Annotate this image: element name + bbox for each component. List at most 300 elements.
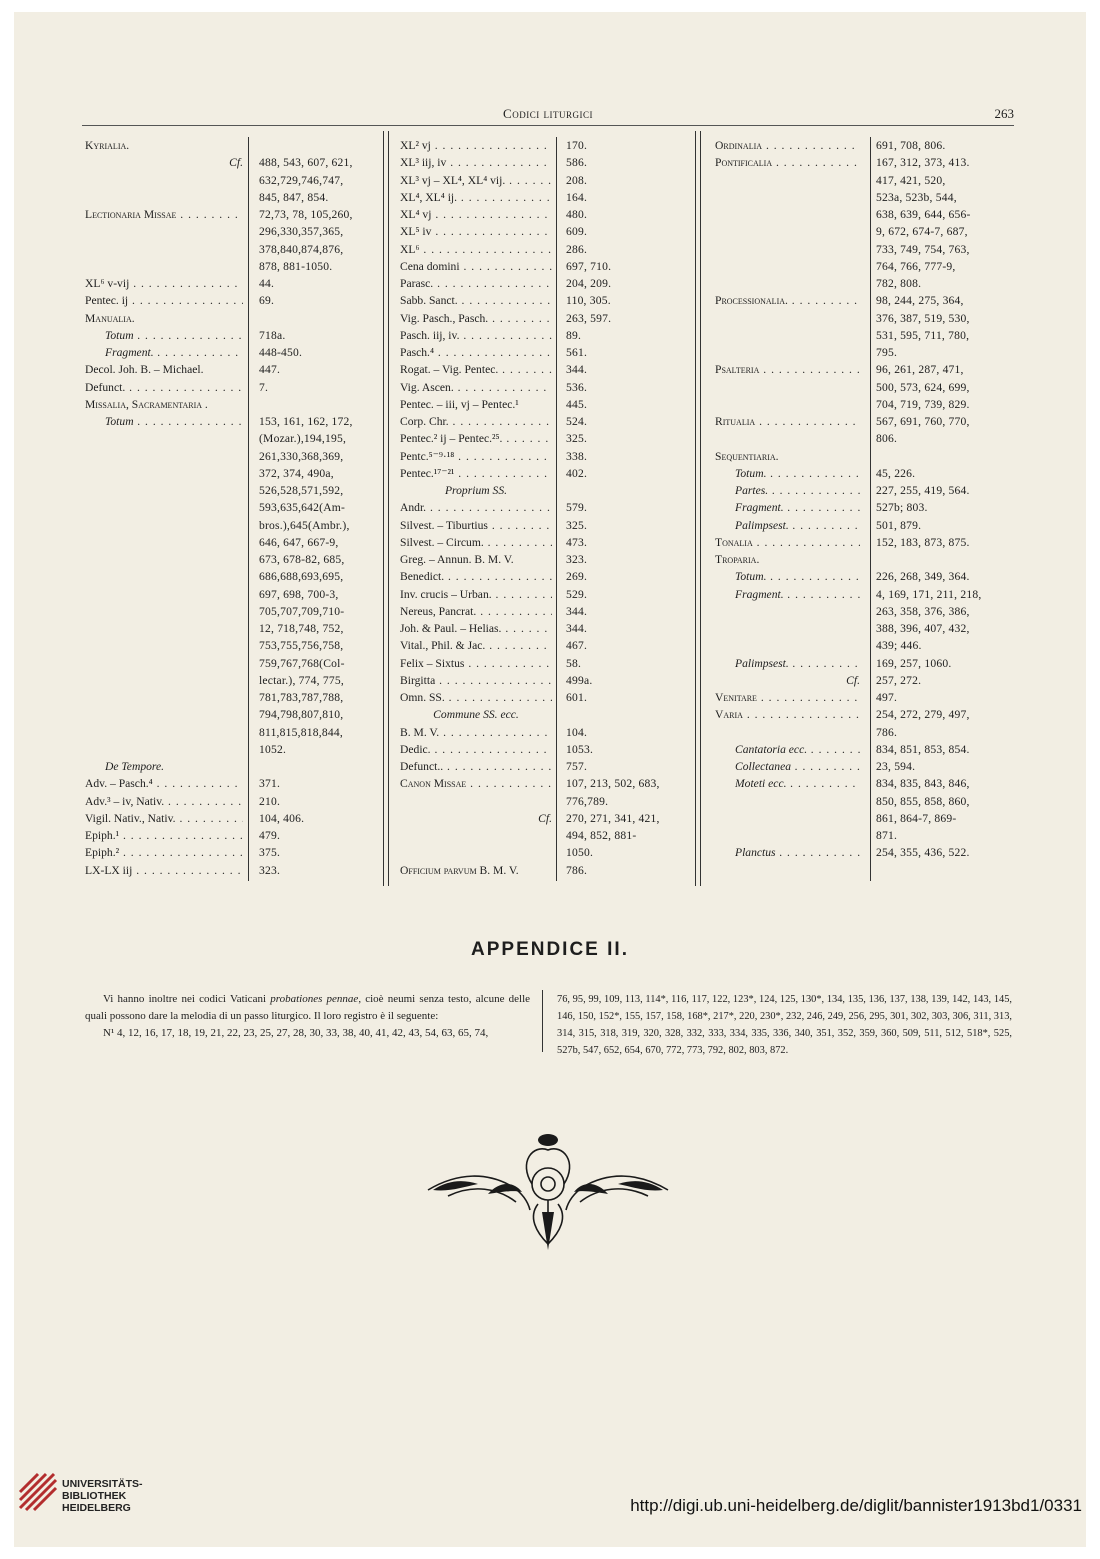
entry-label: Silvest. – Tiburtius . . . xyxy=(400,517,552,534)
entry-references: 704, 719, 739, 829. xyxy=(876,397,970,411)
index-entry xyxy=(85,310,385,327)
entry-label: Palimpsest. . . . xyxy=(735,655,860,672)
entry-references: 691, 708, 806. xyxy=(876,139,946,152)
entry-references: 110, 305. xyxy=(566,294,611,308)
entry-references: 227, 255, 419, 564. xyxy=(876,484,970,497)
entry-label: Fragment. . . . xyxy=(735,499,860,516)
entry-references: 372, 374, 490a, xyxy=(259,466,334,480)
index-entry xyxy=(400,844,700,861)
entry-references: 794,798,807,810, xyxy=(259,708,344,722)
entry-references: 98, 244, 275, 364, xyxy=(876,294,964,308)
index-entry xyxy=(85,379,385,396)
entry-references: 632,729,746,747, xyxy=(259,173,344,187)
index-entry xyxy=(715,465,1015,482)
entry-label: Fragment. . . . xyxy=(735,586,860,603)
entry-references: 325. xyxy=(566,432,588,446)
index-entry xyxy=(715,379,1015,396)
index-entry xyxy=(400,310,700,327)
index-entry xyxy=(85,241,385,258)
entry-references: 1052. xyxy=(259,742,287,756)
entry-references: 325. xyxy=(566,518,588,532)
entry-label: Decol. Joh. B. – Michael. xyxy=(85,363,204,377)
entry-references: 764, 766, 777-9, xyxy=(876,259,956,273)
column-rule xyxy=(542,990,543,1052)
index-entry xyxy=(85,499,385,516)
index-entry xyxy=(400,223,700,240)
entry-label: XL⁴ vj . . . xyxy=(400,206,552,223)
entry-label: Moteti ecc. . . . xyxy=(735,775,860,792)
entry-label: Totum . . . xyxy=(105,413,243,430)
entry-references: 871. xyxy=(876,829,898,842)
entry-references: (Mozar.),194,195, xyxy=(259,432,347,446)
entry-references: 4, 169, 171, 211, 218, xyxy=(876,587,982,601)
entry-label: XL³ iij, iv . . . xyxy=(400,154,552,171)
index-entry xyxy=(400,413,700,430)
index-entry xyxy=(400,172,700,189)
entry-label: Totum. . . . xyxy=(735,568,860,585)
entry-references: 375. xyxy=(259,846,281,860)
index-entry xyxy=(400,154,700,171)
index-entry xyxy=(400,361,700,378)
index-entry xyxy=(715,258,1015,275)
entry-label: Cantatoria ecc. . . . xyxy=(735,741,860,758)
index-entry xyxy=(85,827,385,844)
index-entry xyxy=(715,637,1015,654)
entry-references: 561. xyxy=(566,346,588,359)
entry-references: 104, 406. xyxy=(259,811,305,825)
index-entry xyxy=(715,223,1015,240)
entry-references: 834, 851, 853, 854. xyxy=(876,742,970,756)
index-entry xyxy=(715,241,1015,258)
index-entry xyxy=(400,775,700,792)
entry-label: Epiph.¹ . . . xyxy=(85,827,243,844)
entry-references: 529. xyxy=(566,587,588,601)
entry-references: 96, 261, 287, 471, xyxy=(876,363,964,377)
index-entry xyxy=(85,344,385,361)
index-entry xyxy=(85,465,385,482)
index-entry xyxy=(715,775,1015,792)
index-entry xyxy=(715,189,1015,206)
entry-references: 795. xyxy=(876,346,898,359)
index-entry xyxy=(715,499,1015,516)
entry-references: 609. xyxy=(566,225,588,239)
index-entry xyxy=(715,620,1015,637)
entry-references: 638, 639, 644, 656- xyxy=(876,208,971,221)
entry-references: 500, 573, 624, 699, xyxy=(876,380,970,394)
index-entry xyxy=(400,275,700,292)
index-entry xyxy=(85,517,385,534)
entry-references: 757. xyxy=(566,760,588,773)
index-entry xyxy=(715,396,1015,413)
entry-references: 344. xyxy=(566,604,588,618)
index-entry xyxy=(85,396,385,413)
index-entry xyxy=(715,758,1015,775)
entry-references: 170. xyxy=(566,139,588,152)
index-entry xyxy=(715,810,1015,827)
index-entry xyxy=(400,827,700,844)
index-entry xyxy=(715,827,1015,844)
index-entry xyxy=(715,361,1015,378)
index-entry xyxy=(85,689,385,706)
entry-label: XL⁴, XL⁴ ij. . . . xyxy=(400,189,552,206)
index-entry xyxy=(400,689,700,706)
index-entry xyxy=(715,327,1015,344)
index-entry xyxy=(400,430,700,447)
index-entry xyxy=(85,672,385,689)
entry-references: 776,789. xyxy=(566,794,609,808)
index-entry xyxy=(85,154,385,171)
library-name-line: BIBLIOTHEK xyxy=(62,1490,127,1502)
index-entry xyxy=(715,586,1015,603)
entry-label: Lectionaria Missae . . . xyxy=(85,206,243,223)
running-head xyxy=(82,103,1014,126)
index-entry xyxy=(400,551,700,568)
entry-references: 208. xyxy=(566,173,588,187)
entry-references: 686,688,693,695, xyxy=(259,570,344,584)
index-entry xyxy=(715,706,1015,723)
entry-references: 494, 852, 881- xyxy=(566,829,637,842)
index-entry xyxy=(85,637,385,654)
entry-references: 152, 183, 873, 875. xyxy=(876,535,970,549)
entry-references: 226, 268, 349, 364. xyxy=(876,570,970,584)
ornament-icon xyxy=(418,1132,678,1252)
entry-references: 579. xyxy=(566,501,588,515)
entry-references: 697, 698, 700-3, xyxy=(259,587,339,601)
entry-references: 786. xyxy=(566,863,588,877)
index-entry xyxy=(85,793,385,810)
index-entry xyxy=(85,223,385,240)
entry-references: 23, 594. xyxy=(876,760,916,773)
entry-references: 473. xyxy=(566,535,588,549)
entry-references: 445. xyxy=(566,397,588,411)
entry-references: 1050. xyxy=(566,846,594,860)
index-entry xyxy=(400,292,700,309)
index-entry xyxy=(715,672,1015,689)
entry-references: 531, 595, 711, 780, xyxy=(876,328,970,342)
entry-references: 782, 808. xyxy=(876,277,922,290)
entry-label: Partes. . . . xyxy=(735,482,860,499)
entry-label: Adv. – Pasch.⁴ . . . xyxy=(85,775,243,792)
index-entry xyxy=(715,689,1015,706)
index-entry xyxy=(715,172,1015,189)
entry-label: Pentec.¹⁷⁻²¹ . . . xyxy=(400,465,552,482)
index-entry xyxy=(400,241,700,258)
index-entry xyxy=(85,551,385,568)
entry-label: Pasch.⁴ . . . xyxy=(400,344,552,361)
entry-label: Pentec.² ij – Pentec.²⁵. . . . xyxy=(400,430,552,447)
entry-references: 488, 543, 607, 621, xyxy=(259,156,353,170)
entry-label: Officium parvum B. M. V. xyxy=(400,863,519,877)
entry-references: 567, 691, 760, 770, xyxy=(876,415,970,428)
entry-references: 781,783,787,788, xyxy=(259,691,344,704)
entry-label: Pentc.⁵⁻⁹·¹⁸ . . . xyxy=(400,448,552,465)
entry-label: XL³ vj – XL⁴, XL⁴ vij. . . . xyxy=(400,172,552,189)
entry-label: Pontificalia . . . xyxy=(715,154,860,171)
appendix-intro xyxy=(85,991,530,1042)
index-entry xyxy=(400,327,700,344)
index-entry xyxy=(85,413,385,430)
index-column-middle xyxy=(400,137,700,879)
index-entry xyxy=(400,448,700,465)
entry-label: Vig. Ascen. . . . xyxy=(400,379,552,396)
entry-references: 254, 272, 279, 497, xyxy=(876,708,970,722)
entry-label: Corp. Chr. . . . xyxy=(400,413,552,430)
entry-label: Nereus, Pancrat. . . . xyxy=(400,603,552,620)
entry-references: 344. xyxy=(566,363,588,377)
entry-references: 378,840,874,876, xyxy=(259,242,344,256)
entry-label: Greg. – Annun. B. M. V. xyxy=(400,553,514,566)
index-entry xyxy=(400,482,700,499)
entry-references: 811,815,818,844, xyxy=(259,725,343,739)
entry-references: 673, 678-82, 685, xyxy=(259,553,345,566)
entry-references: 210. xyxy=(259,794,281,808)
index-entry xyxy=(400,672,700,689)
entry-references: 204, 209. xyxy=(566,277,612,290)
entry-references: 593,635,642(Am- xyxy=(259,501,346,515)
index-entry xyxy=(85,534,385,551)
entry-label: Fragment. . . . xyxy=(105,344,243,361)
library-name xyxy=(62,1478,143,1514)
entry-label: Cena domini . . . xyxy=(400,258,552,275)
index-entry xyxy=(715,344,1015,361)
entry-references: 104. xyxy=(566,725,588,739)
entry-references: 759,767,768(Col- xyxy=(259,656,345,670)
index-entry xyxy=(85,448,385,465)
index-entry xyxy=(715,517,1015,534)
index-entry xyxy=(715,724,1015,741)
entry-references: 536. xyxy=(566,380,588,394)
entry-label: Birgitta . . . xyxy=(400,672,552,689)
entry-references: 527b; 803. xyxy=(876,501,928,515)
index-entry xyxy=(400,724,700,741)
entry-references: 89. xyxy=(566,328,582,342)
entry-label: Ritualia . . . xyxy=(715,413,860,430)
entry-label: XL⁵ iv . . . xyxy=(400,223,552,240)
index-entry xyxy=(715,793,1015,810)
index-entry xyxy=(85,172,385,189)
index-column-right xyxy=(715,137,1015,862)
appendix-intro-text: Vi hanno inoltre nei codici Vaticani probationes pennae, cioè neumi senza testo, alcune delle quali possono dare la melodia di un passo liturgico. Il loro registro è il seguente: xyxy=(85,993,531,1022)
entry-references: 586. xyxy=(566,156,588,170)
entry-label: Cf. xyxy=(538,811,552,825)
entry-label: Tonalia . . . xyxy=(715,534,860,551)
index-entry xyxy=(85,189,385,206)
entry-references: 323. xyxy=(259,863,281,877)
entry-references: 107, 213, 502, 683, xyxy=(566,777,660,791)
index-entry xyxy=(715,844,1015,861)
latin-term: probationes pennae xyxy=(270,993,359,1005)
entry-references: 845, 847, 854. xyxy=(259,190,329,204)
entry-label: Palimpsest. . . . xyxy=(735,517,860,534)
entry-references: bros.),645(Ambr.), xyxy=(259,518,350,532)
index-entry xyxy=(85,775,385,792)
entry-label: Missalia, Sacramentaria . xyxy=(85,397,208,411)
entry-label: Manualia. xyxy=(85,311,135,325)
entry-references: 12, 718,748, 752, xyxy=(259,622,344,635)
index-column-left xyxy=(85,137,385,879)
entry-label: Totum . . . xyxy=(105,327,243,344)
index-entry xyxy=(715,310,1015,327)
entry-references: 72,73, 78, 105,260, xyxy=(259,208,353,221)
index-entry xyxy=(400,189,700,206)
entry-references: 439; 446. xyxy=(876,639,922,653)
entry-label: Defunct.. . . . xyxy=(400,758,552,775)
index-entry xyxy=(85,810,385,827)
entry-label: Omn. SS. . . . xyxy=(400,689,552,706)
entry-references: 263, 358, 376, 386, xyxy=(876,604,970,618)
entry-references: 499a. xyxy=(566,673,593,687)
entry-label: Sequentiaria. xyxy=(715,449,779,463)
entry-references: 733, 749, 754, 763, xyxy=(876,242,970,256)
entry-label: Venitare . . . xyxy=(715,689,860,706)
entry-label: Inv. crucis – Urban. . . . xyxy=(400,586,552,603)
entry-references: 447. xyxy=(259,363,281,377)
entry-references: 164. xyxy=(566,190,588,204)
index-entry xyxy=(85,758,385,775)
index-entry xyxy=(715,154,1015,171)
entry-references: 269. xyxy=(566,570,588,584)
index-entry xyxy=(85,741,385,758)
index-entry xyxy=(400,862,700,879)
appendix-title: APPENDICE II. xyxy=(471,939,629,960)
entry-references: 523a, 523b, 544, xyxy=(876,190,957,204)
entry-references: 850, 855, 858, 860, xyxy=(876,794,970,808)
index-entry xyxy=(400,206,700,223)
index-entry xyxy=(85,137,385,154)
library-name-line: HEIDELBERG xyxy=(62,1502,131,1514)
entry-label: B. M. V. . . . xyxy=(400,724,552,741)
entry-label: XL² vj . . . xyxy=(400,137,552,154)
index-entry xyxy=(85,568,385,585)
entry-label: Defunct. . . . xyxy=(85,379,243,396)
entry-label: Cf. xyxy=(229,156,243,170)
entry-references: 376, 387, 519, 530, xyxy=(876,311,970,325)
entry-references: 169, 257, 1060. xyxy=(876,656,952,670)
index-entry xyxy=(400,137,700,154)
index-entry xyxy=(400,741,700,758)
index-entry xyxy=(715,482,1015,499)
entry-references: 861, 864-7, 869- xyxy=(876,811,957,825)
index-entry xyxy=(400,655,700,672)
entry-label: Joh. & Paul. – Helias. . . . xyxy=(400,620,552,637)
appendix-number-list-start: N¹ 4, 12, 16, 17, 18, 19, 21, 22, 23, 25, 27, 28, 30, 33, 38, 40, 41, 42, 43, 54, 63, 65, 74, xyxy=(103,1027,489,1039)
entry-references: 878, 881-1050. xyxy=(259,259,333,273)
entry-references: 167, 312, 373, 413. xyxy=(876,156,970,170)
source-url[interactable]: http://digi.ub.uni-heidelberg.de/diglit/bannister1913bd1/0331 xyxy=(630,1496,1082,1515)
entry-label: Dedic. . . . xyxy=(400,741,552,758)
index-entry xyxy=(85,327,385,344)
index-entry xyxy=(400,344,700,361)
entry-references: 501, 879. xyxy=(876,518,922,532)
index-entry xyxy=(400,499,700,516)
entry-references: 286. xyxy=(566,242,588,256)
entry-label: Felix – Sixtus . . . xyxy=(400,655,552,672)
entry-label: Proprium SS. xyxy=(444,484,508,497)
entry-label: Planctus . . . xyxy=(735,844,860,861)
entry-references: 417, 421, 520, xyxy=(876,173,946,187)
entry-label: Psalteria . . . xyxy=(715,361,860,378)
appendix-number-list: 76, 95, 99, 109, 113, 114*, 116, 117, 122, 123*, 124, 125, 130*, 134, 135, 136, 137, 138, 139, 142, 143, 145, 146, 150, 152*, 155, 157, 158, 168*, 217*, 220, 230*, 232, 246, 249, 256, 295, 301, 302, 303, 306, 311, 313, 314, 315, 318, 319, 320, 328, 332, 333, 334, 335, 336, 340, 351, 352, 359, 360, 509, 511, 512, 518*, 525, 527b, 547, 652, 654, 670, 772, 773, 792, 802, 803, 872. xyxy=(557,994,1012,1056)
index-entry xyxy=(400,620,700,637)
index-entry xyxy=(85,206,385,223)
entry-label: Sabb. Sanct. . . . xyxy=(400,292,552,309)
entry-label: Pasch. iij, iv. . . . xyxy=(400,327,552,344)
entry-references: lectar.), 774, 775, xyxy=(259,673,344,687)
entry-references: 646, 647, 667-9, xyxy=(259,535,339,549)
entry-references: 7. xyxy=(259,380,269,394)
entry-references: 786. xyxy=(876,725,898,739)
entry-references: 467. xyxy=(566,639,588,653)
index-entry xyxy=(400,706,700,723)
entry-references: 270, 271, 341, 421, xyxy=(566,811,660,825)
entry-label: Cf. xyxy=(846,673,860,687)
entry-references: 296,330,357,365, xyxy=(259,225,344,239)
index-entry xyxy=(400,586,700,603)
index-entry xyxy=(400,258,700,275)
entry-label: Silvest. – Circum. . . . xyxy=(400,534,552,551)
index-entry xyxy=(85,258,385,275)
index-entry xyxy=(400,758,700,775)
index-entry xyxy=(85,586,385,603)
entry-label: Processionalia. . . . xyxy=(715,292,860,309)
index-entry xyxy=(715,741,1015,758)
entry-references: 371. xyxy=(259,777,281,791)
index-entry xyxy=(400,793,700,810)
index-entry xyxy=(400,534,700,551)
entry-references: 834, 835, 843, 846, xyxy=(876,777,970,791)
index-entry xyxy=(715,568,1015,585)
entry-references: 524. xyxy=(566,415,588,428)
entry-references: 323. xyxy=(566,553,588,566)
index-entry xyxy=(715,275,1015,292)
entry-references: 697, 710. xyxy=(566,259,612,273)
entry-references: 58. xyxy=(566,656,582,670)
index-entry xyxy=(85,430,385,447)
entry-label: Varia . . . xyxy=(715,706,860,723)
entry-label: Pentec. ij . . . xyxy=(85,292,243,309)
entry-references: 480. xyxy=(566,208,588,221)
entry-label: Commune SS. ecc. xyxy=(433,708,519,722)
entry-references: 479. xyxy=(259,829,281,842)
entry-references: 69. xyxy=(259,294,275,308)
entry-label: Vig. Pasch., Pasch. . . . xyxy=(400,310,552,327)
index-entry xyxy=(400,379,700,396)
index-entry xyxy=(85,862,385,879)
entry-references: 526,528,571,592, xyxy=(259,484,344,497)
entry-label: Totum. . . . xyxy=(735,465,860,482)
index-entry xyxy=(715,206,1015,223)
page-number: 263 xyxy=(994,106,1014,121)
entry-label: XL⁶ . . . xyxy=(400,241,552,258)
entry-references: 402. xyxy=(566,466,588,480)
index-entry xyxy=(85,620,385,637)
entry-references: 705,707,709,710- xyxy=(259,604,345,618)
index-entry xyxy=(715,655,1015,672)
entry-label: Parasc. . . . xyxy=(400,275,552,292)
index-entry xyxy=(715,292,1015,309)
entry-label: LX-LX iij . . . xyxy=(85,862,243,879)
entry-label: De Tempore. xyxy=(105,760,165,773)
entry-label: Troparia. xyxy=(715,553,760,566)
entry-references: 718a. xyxy=(259,328,286,342)
index-entry xyxy=(85,275,385,292)
entry-references: 45, 226. xyxy=(876,466,916,480)
index-entry xyxy=(85,603,385,620)
entry-label: Benedict. . . . xyxy=(400,568,552,585)
entry-label: Rogat. – Vig. Pentec. . . . xyxy=(400,361,552,378)
index-entry xyxy=(400,603,700,620)
entry-references: 388, 396, 407, 432, xyxy=(876,622,970,635)
